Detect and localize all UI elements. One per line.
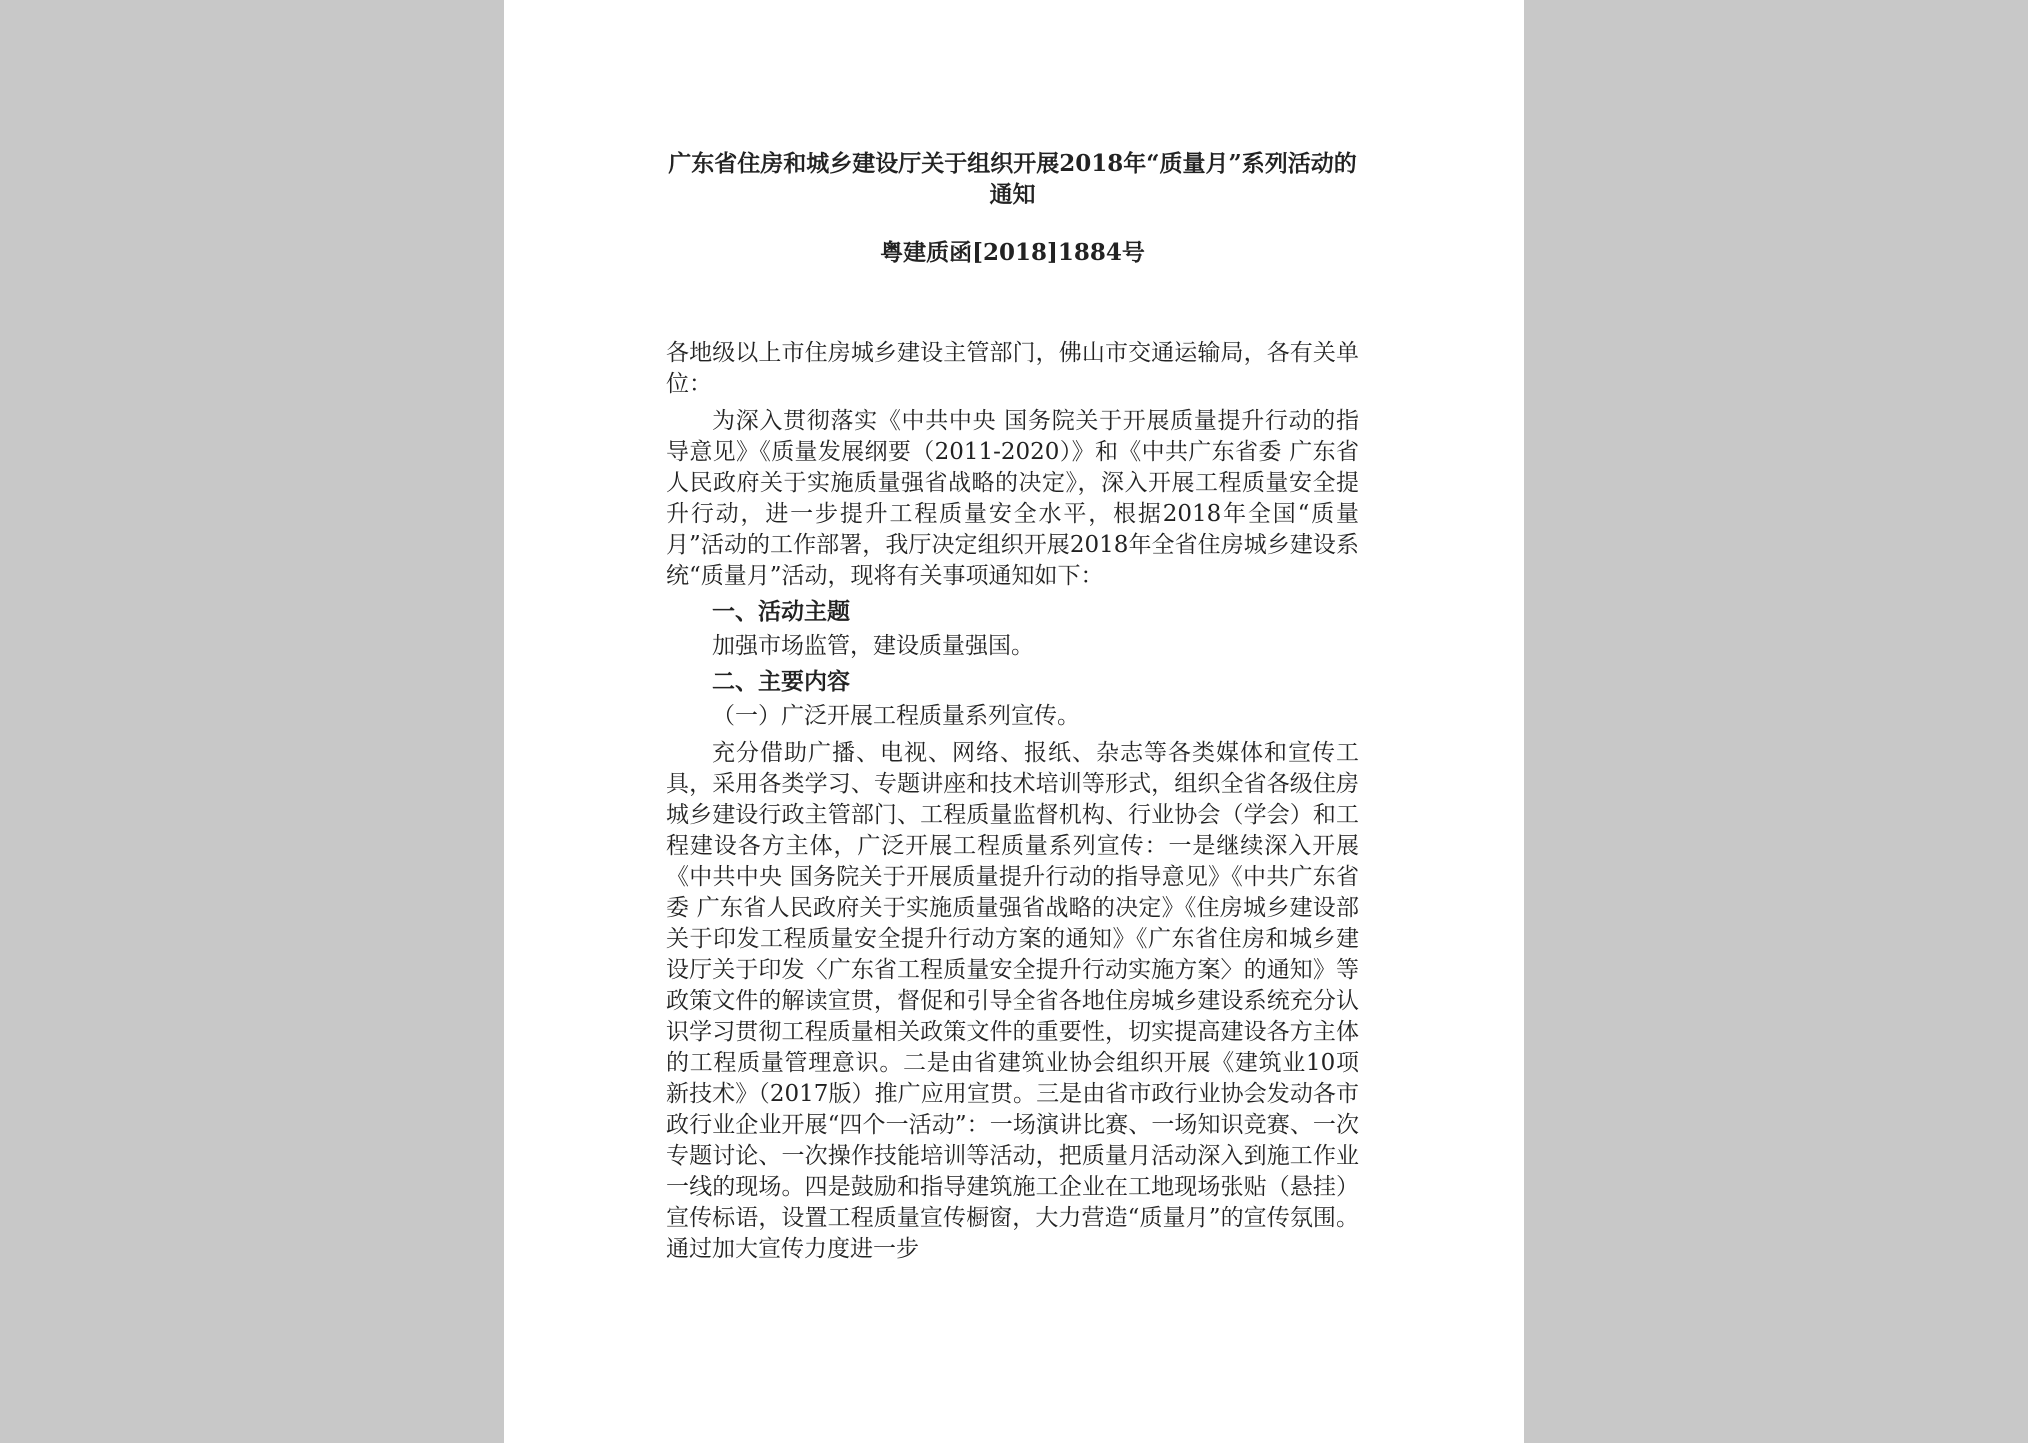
document-number: 粤建质函[2018]1884号: [880, 239, 1145, 266]
document-title: 广东省住房和城乡建设厅关于组织开展2018年“质量月”系列活动的通知: [668, 150, 1357, 208]
intro-paragraph: 为深入贯彻落实《中共中央 国务院关于开展质量提升行动的指导意见》《质量发展纲要（2011-2020）》和《中共广东省委 广东省人民政府关于实施质量强省战略的决定》，深入开展工程质量安全提升行动，进一步提升工程质量安全水平，根据2018年全国“质量月”活动的工作部署，我厅决定组织开展2018年全省住房城乡建设系统“质量月”活动，现将有关事项通知如下：: [666, 408, 1359, 589]
document-body: [666, 338, 1359, 1265]
document-page: [504, 0, 1524, 1443]
section-text-theme: 加强市场监管，建设质量强国。: [712, 633, 1034, 659]
section-heading-content: 二、主要内容: [712, 668, 850, 695]
section-heading-theme: 一、活动主题: [712, 598, 850, 625]
salutation: 各地级以上市住房城乡建设主管部门，佛山市交通运输局，各有关单位：: [666, 340, 1359, 397]
subsection-heading-publicity: （一）广泛开展工程质量系列宣传。: [712, 703, 1080, 729]
subsection-text-publicity: 充分借助广播、电视、网络、报纸、杂志等各类媒体和宣传工具，采用各类学习、专题讲座和技术培训等形式，组织全省各级住房城乡建设行政主管部门、工程质量监督机构、行业协会（学会）和工程建设各方主体，广泛开展工程质量系列宣传：一是继续深入开展《中共中央 国务院关于开展质量提升行动的指导意见》《中共广东省委 广东省人民政府关于实施质量强省战略的决定》《住房城乡建设部关于印发工程质量安全提升行动方案的通知》《广东省住房和城乡建设厅关于印发〈广东省工程质量安全提升行动实施方案〉的通知》等政策文件的解读宣贯，督促和引导全省各地住房城乡建设系统充分认识学习贯彻工程质量相关政策文件的重要性，切实提高建设各方主体的工程质量管理意识。二是由省建筑业协会组织开展《建筑业10项新技术》（2017版）推广应用宣贯。三是由省市政行业协会发动各市政行业企业开展“四个一活动”：一场演讲比赛、一场知识竞赛、一次专题讨论、一次操作技能培训等活动，把质量月活动深入到施工作业一线的现场。四是鼓励和指导建筑施工企业在工地现场张贴（悬挂）宣传标语，设置工程质量宣传橱窗，大力营造“质量月”的宣传氛围。通过加大宣传力度进一步: [666, 740, 1359, 1262]
